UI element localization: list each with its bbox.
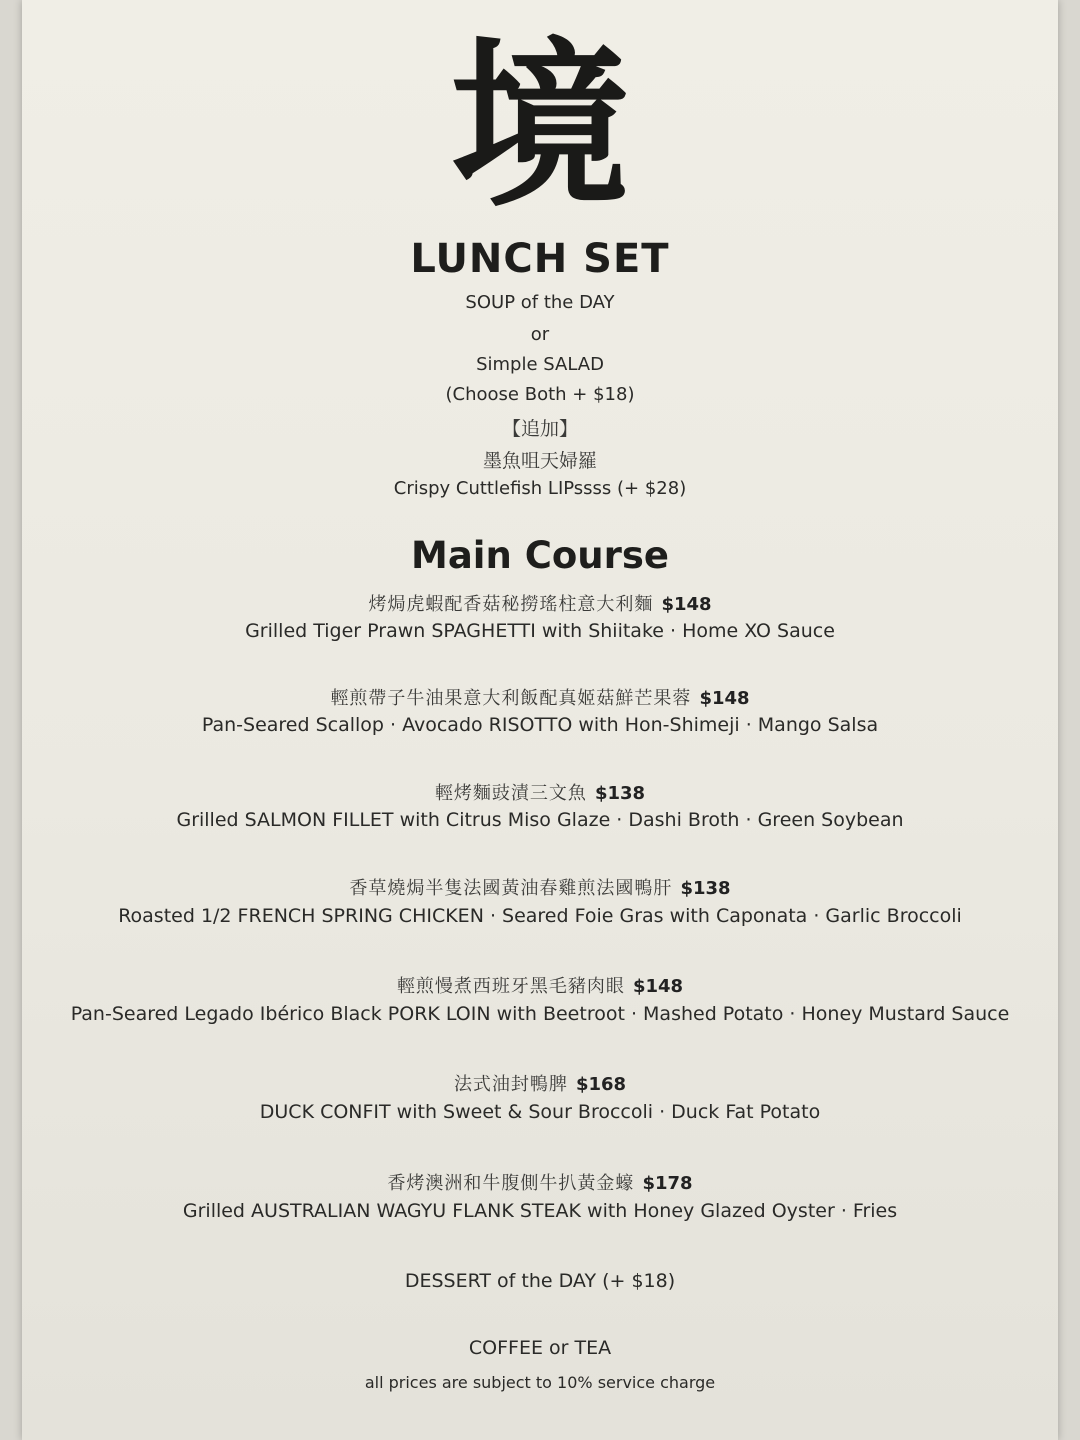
menu-item-chinese: 法式油封鴨脾 $168: [453, 1074, 627, 1095]
menu-item-chinese: 香烤澳洲和牛腹側牛扒黃金蠔 $178: [387, 1173, 693, 1194]
menu-item-chinese: 輕烤麵豉漬三文魚 $138: [434, 783, 646, 804]
starter-or: or: [530, 324, 550, 345]
starter-soup: SOUP of the DAY: [465, 292, 615, 313]
menu-item-english: Pan-Seared Legado Ibérico Black PORK LOIN with Beetroot · Mashed Potato · Honey Mustard Sauce: [70, 1003, 1010, 1025]
menu-item-chinese: 輕煎帶子牛油果意大利飯配真姬菇鮮芒果蓉 $148: [330, 688, 750, 709]
dessert-line: DESSERT of the DAY (+ $18): [404, 1270, 676, 1292]
menu-item-english: Grilled Tiger Prawn SPAGHETTI with Shiitake · Home XO Sauce: [245, 620, 835, 642]
menu-item-english: Pan-Seared Scallop · Avocado RISOTTO with Hon-Shimeji · Mango Salsa: [201, 714, 879, 736]
menu-item-price: $178: [642, 1173, 693, 1194]
menu-item-price: $168: [575, 1074, 627, 1095]
addon-item-chinese: 墨魚咀天婦羅: [482, 450, 597, 472]
service-charge-note: all prices are subject to 10% service charge: [364, 1373, 716, 1392]
addon-heading: 【追加】: [501, 418, 578, 440]
menu-item-english: Roasted 1/2 FRENCH SPRING CHICKEN · Seared Foie Gras with Caponata · Garlic Broccoli: [118, 905, 962, 927]
addon-item-english: Crispy Cuttlefish LIPssss (+ $28): [393, 478, 687, 499]
menu-item-price: $138: [680, 878, 731, 899]
menu-item-chinese: 香草燒焗半隻法國黃油春雞煎法國鴨肝 $138: [349, 878, 731, 899]
menu-item-price: $148: [632, 976, 684, 997]
starter-salad: Simple SALAD: [476, 354, 604, 375]
menu-item-price: $138: [594, 783, 646, 804]
main-course-heading: Main Course: [411, 534, 669, 577]
menu-item-english: Grilled SALMON FILLET with Citrus Miso Glaze · Dashi Broth · Green Soybean: [176, 809, 904, 831]
logo-calligraphy: 境: [449, 21, 630, 232]
menu-title: LUNCH SET: [410, 236, 670, 282]
menu-item-chinese: 烤焗虎蝦配香菇秘撈瑤柱意大利麵 $148: [368, 594, 712, 615]
menu-item-price: $148: [661, 594, 712, 615]
menu-item-english: DUCK CONFIT with Sweet & Sour Broccoli · Duck Fat Potato: [259, 1101, 821, 1123]
menu-item-english: Grilled AUSTRALIAN WAGYU FLANK STEAK with Honey Glazed Oyster · Fries: [182, 1200, 898, 1222]
menu-item-chinese: 輕煎慢煮西班牙黑毛豬肉眼 $148: [396, 976, 684, 997]
drinks-line: COFFEE or TEA: [468, 1337, 612, 1359]
menu-item-price: $148: [699, 688, 750, 709]
starter-both-note: (Choose Both + $18): [445, 384, 635, 405]
